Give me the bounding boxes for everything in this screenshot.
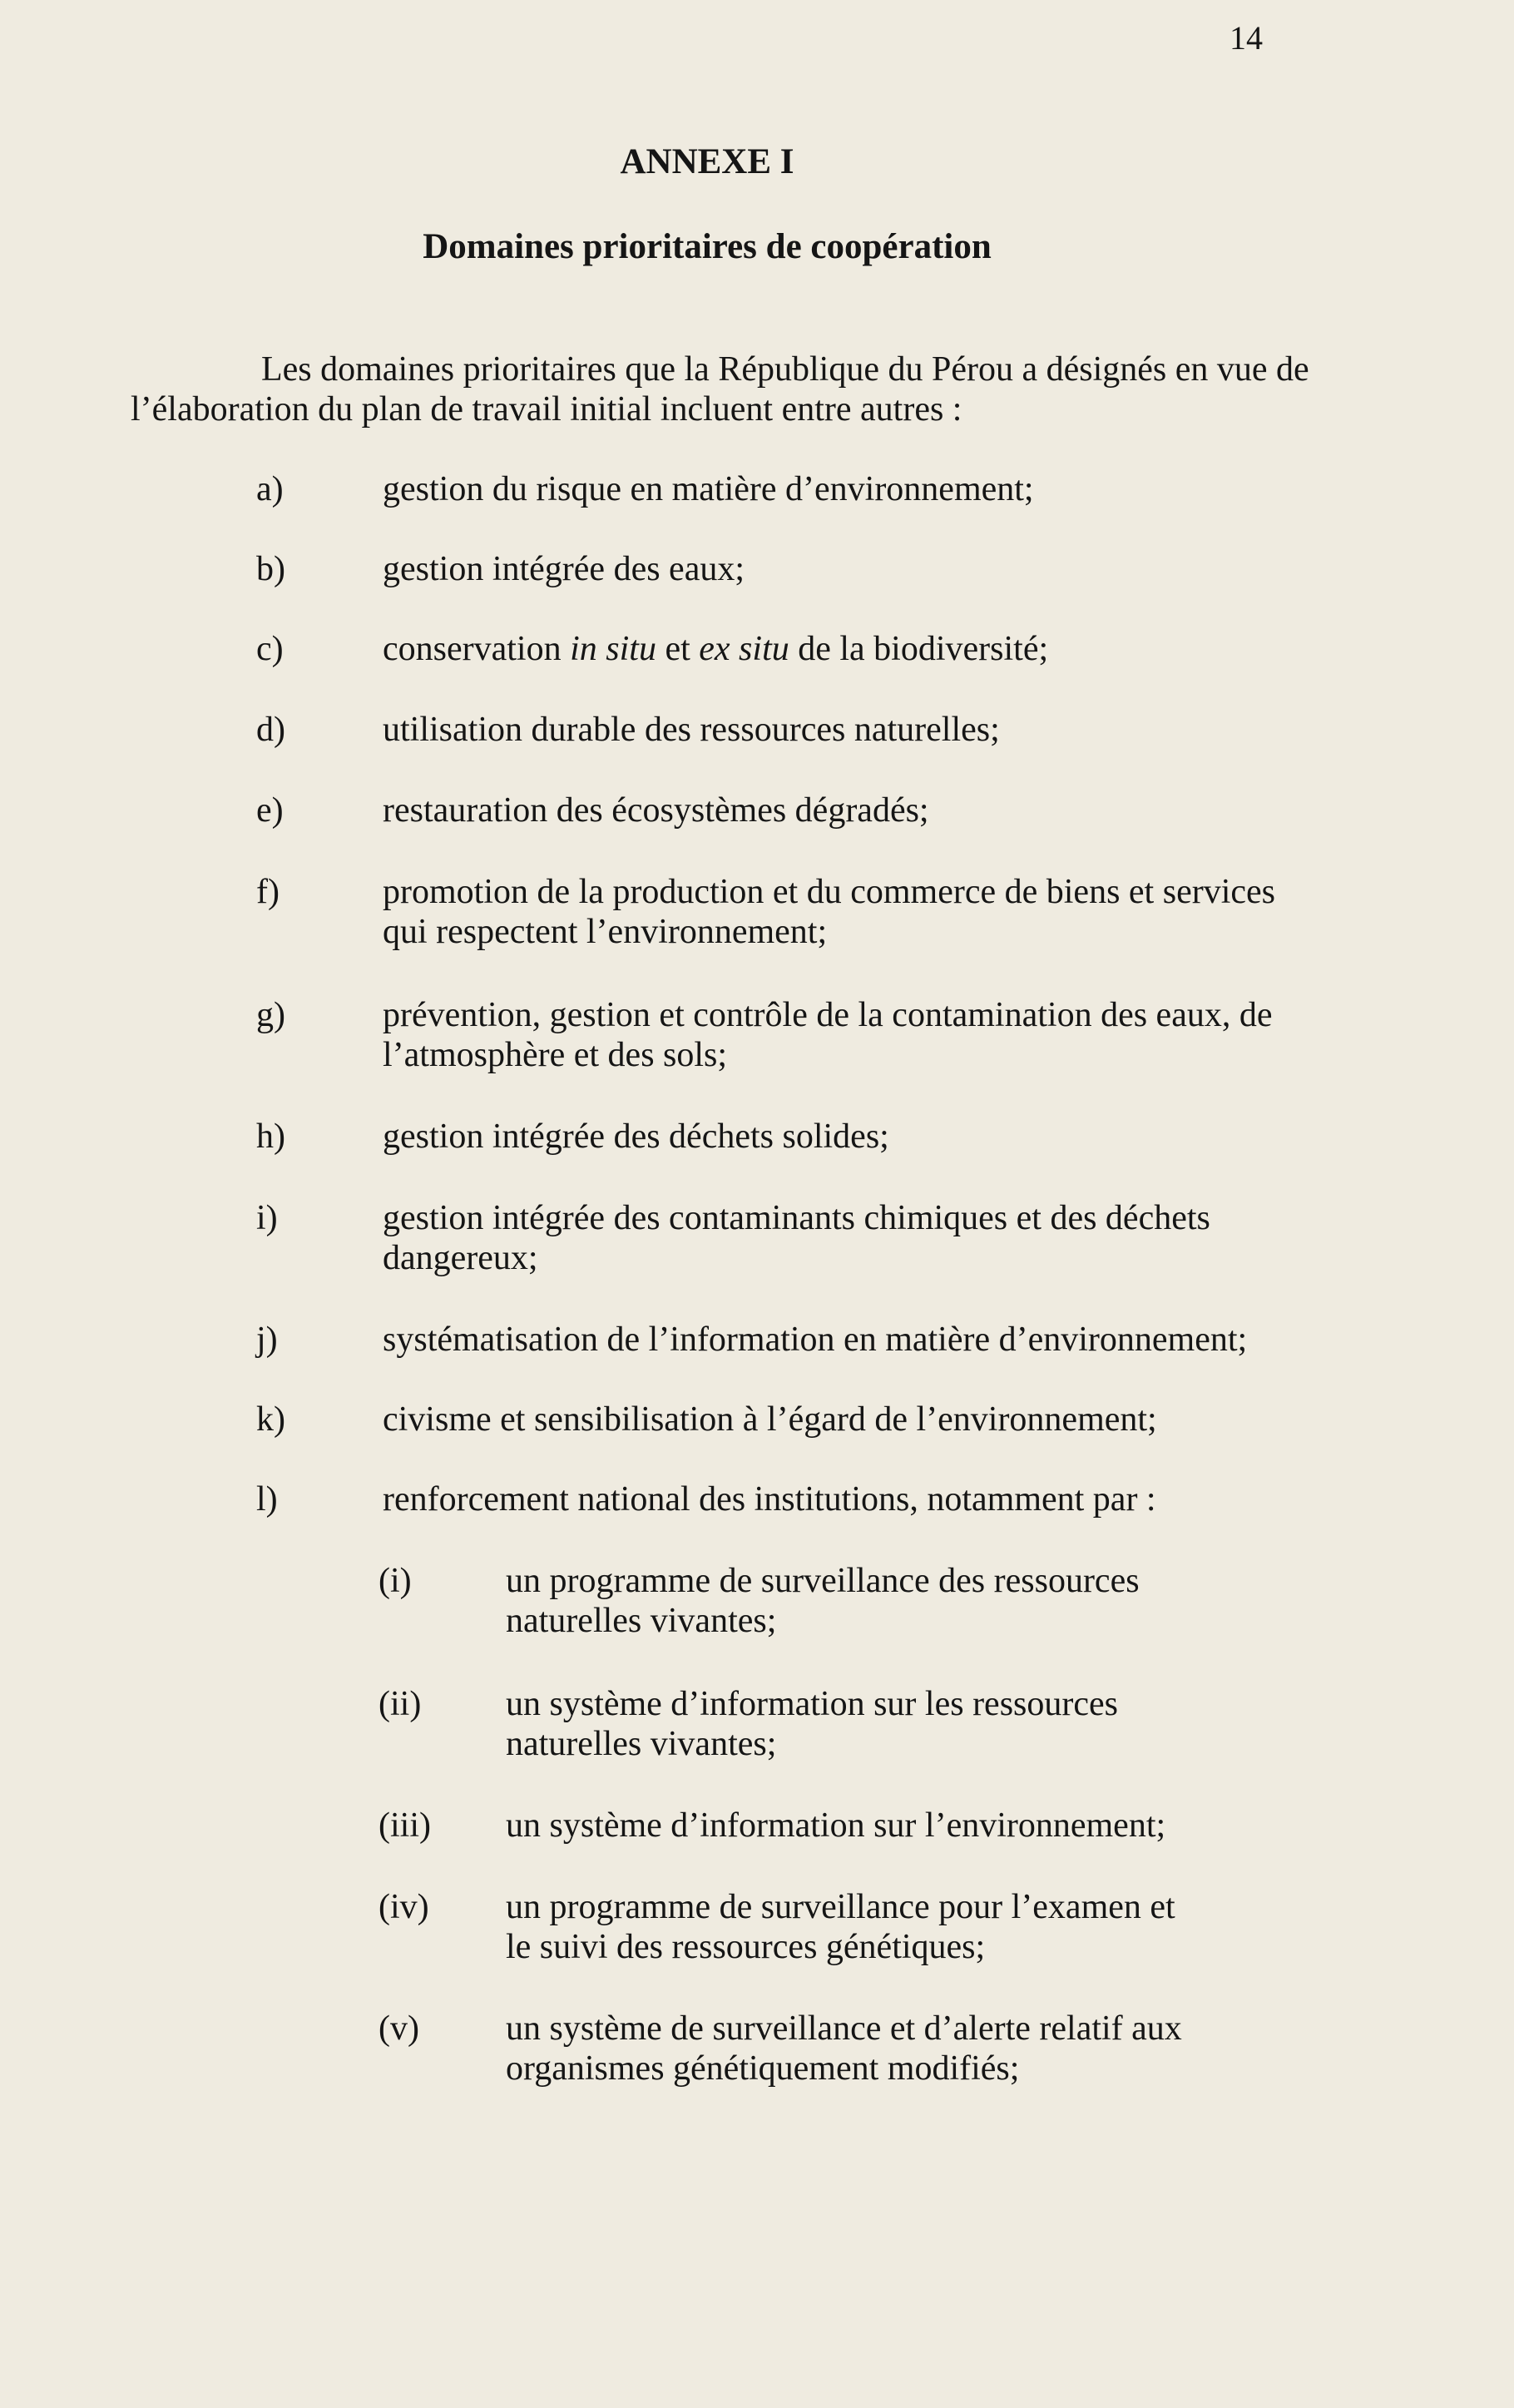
list-marker: l) [256, 1480, 278, 1519]
sub-list-marker: (v) [378, 2009, 419, 2048]
list-text: systématisation de l’information en matière d’environnement; [383, 1320, 1248, 1359]
list-text: gestion intégrée des contaminants chimiques et des déchets dangereux; [383, 1199, 1210, 1277]
list-text [383, 629, 1298, 669]
list-text: civisme et sensibilisation à l’égard de l’environnement; [383, 1400, 1157, 1439]
list-marker: b) [256, 550, 285, 588]
list-text: renforcement national des institutions, notamment par : [383, 1480, 1156, 1519]
list-text: gestion intégrée des eaux; [383, 550, 745, 588]
list-marker: f) [256, 873, 280, 911]
list-marker: g) [256, 996, 285, 1034]
sub-list-text: un système de surveillance et d’alerte relatif aux organismes génétiquement modifiés; [506, 2009, 1182, 2088]
annex-title: ANNEXE I [620, 142, 794, 181]
sub-list-text: un système d’information sur les ressources naturelles vivantes; [506, 1685, 1119, 1763]
sub-list-text: un programme de surveillance pour l’examen et le suivi des ressources génétiques; [506, 1888, 1175, 1966]
sub-list-marker: (iv) [378, 1888, 429, 1926]
list-marker: k) [256, 1400, 285, 1439]
sub-list-marker: (i) [378, 1562, 412, 1600]
list-text-italic: in situ [570, 630, 656, 668]
list-text: prévention, gestion et contrôle de la contamination des eaux, de l’atmosphère et des sols; [383, 996, 1273, 1074]
sub-list-marker: (iii) [378, 1806, 431, 1845]
list-marker: c) [256, 630, 284, 668]
sub-list-text: un programme de surveillance des ressources naturelles vivantes; [506, 1562, 1140, 1640]
list-text: promotion de la production et du commerce de biens et services qui respectent l’environnement; [383, 873, 1275, 951]
page-number: 14 [1230, 19, 1263, 57]
intro-paragraph: Les domaines prioritaires que la République du Pérou a désignés en vue de l’élaboration du plan de travail initial incluent entre autres : [131, 350, 1309, 429]
list-text-part: de la biodiversité; [789, 630, 1049, 668]
list-marker: j) [256, 1320, 278, 1359]
list-marker: i) [256, 1199, 278, 1237]
list-text: restauration des écosystèmes dégradés; [383, 791, 929, 830]
list-marker: h) [256, 1117, 285, 1156]
list-text: gestion du risque en matière d’environnement; [383, 470, 1034, 508]
list-text-italic: ex situ [699, 630, 789, 668]
list-marker: a) [256, 470, 284, 508]
list-marker: d) [256, 711, 285, 749]
list-text: utilisation durable des ressources naturelles; [383, 711, 1000, 749]
list-text-part: et [656, 630, 700, 668]
sub-list-marker: (ii) [378, 1685, 422, 1723]
annex-subtitle: Domaines prioritaires de coopération [423, 227, 992, 266]
list-marker: e) [256, 791, 284, 830]
sub-list-text: un système d’information sur l’environnement; [506, 1806, 1166, 1845]
list-text-part: conservation [383, 630, 571, 668]
list-text: gestion intégrée des déchets solides; [383, 1117, 889, 1156]
